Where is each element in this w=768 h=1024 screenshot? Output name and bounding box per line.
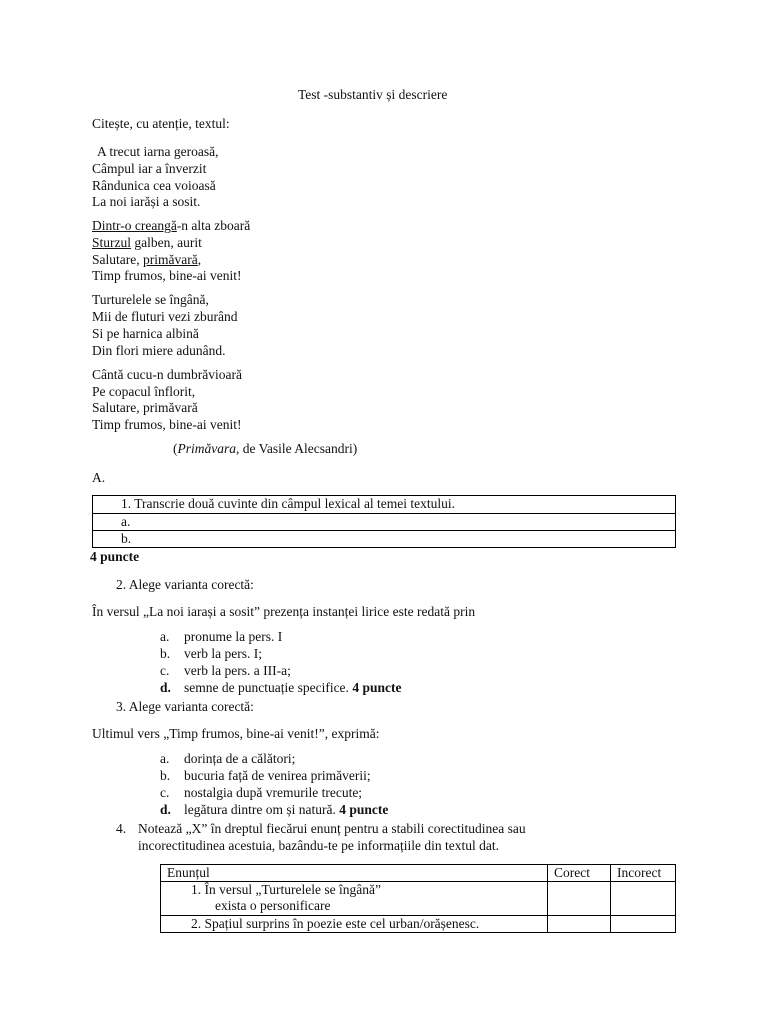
poem-line: Câmpul iar a înverzit <box>92 161 207 176</box>
section-label: A. <box>92 470 106 485</box>
option-letter: a. <box>160 751 170 766</box>
option[interactable] <box>160 750 295 767</box>
source-title: Primăvara <box>177 441 236 456</box>
question-2-heading: 2. Alege varianta corectă: <box>116 577 254 592</box>
answer-cell-b[interactable]: b. <box>93 531 676 548</box>
poem-line <box>92 217 250 234</box>
page-title: Test -substantiv și descriere <box>298 87 448 102</box>
option-text: verb la pers. I; <box>184 646 262 661</box>
statement-line: exista o personificare <box>215 898 331 913</box>
poem-line: Din flori miere adunând. <box>92 343 226 358</box>
option-letter: d. <box>160 802 171 817</box>
poem-line: Si pe harnica albină <box>92 326 199 341</box>
poem-text: -n alta zboară <box>176 218 251 233</box>
poem-line: Rândunica cea voioasă <box>92 178 216 193</box>
option-letter: b. <box>160 768 171 783</box>
statement-cell <box>161 882 548 916</box>
poem-line: Turturelele se îngână, <box>92 292 209 307</box>
poem-line: Timp frumos, bine-ai venit! <box>92 268 242 283</box>
question-4-line1: Notează „X” în dreptul fiecărui enunț pentru a stabili corectitudinea sau <box>138 821 526 836</box>
option[interactable] <box>160 645 262 662</box>
option-text: verb la pers. a III-a; <box>184 663 291 678</box>
option-text: nostalgia după vremurile trecute; <box>184 785 363 800</box>
poem-line <box>92 234 202 251</box>
question-2-prompt: În versul „La noi iarași a sosit” prezența instanței lirice este redată prin <box>92 604 476 619</box>
question-1-table <box>92 495 676 548</box>
option[interactable] <box>160 679 401 696</box>
option[interactable] <box>160 784 362 801</box>
correct-checkbox-cell[interactable] <box>548 916 611 933</box>
poem-line: Pe copacul înflorit, <box>92 384 196 399</box>
option[interactable] <box>160 767 371 784</box>
option-text: pronume la pers. I <box>184 629 283 644</box>
poem-line: A trecut iarna geroasă, <box>97 144 219 159</box>
option-text: legătura dintre om și natură. <box>184 802 340 817</box>
poem-line: Salutare, primăvară <box>92 400 198 415</box>
underlined-word: primăvară <box>142 252 198 267</box>
option-letter: c. <box>160 785 170 800</box>
poem-line <box>92 251 201 268</box>
poem-line: Cântă cucu-n dumbrăvioară <box>92 367 242 382</box>
question-1-points: 4 puncte <box>90 549 140 564</box>
header-incorrect: Incorect <box>611 865 676 882</box>
option[interactable] <box>160 801 388 818</box>
incorrect-checkbox-cell[interactable] <box>611 882 676 916</box>
question-2-points: 4 puncte <box>352 680 402 695</box>
poem-line: Mii de fluturi vezi zburând <box>92 309 238 324</box>
poem-text: Salutare, <box>92 252 143 267</box>
question-1-text: 1. Transcrie două cuvinte din câmpul lexical al temei textului. <box>93 496 676 514</box>
question-4-table <box>160 864 676 933</box>
poem-line: Timp frumos, bine-ai venit! <box>92 417 242 432</box>
correct-checkbox-cell[interactable] <box>548 882 611 916</box>
option-letter: b. <box>160 646 171 661</box>
reading-instruction: Citește, cu atenție, textul: <box>92 116 230 131</box>
question-3-heading: 3. Alege varianta corectă: <box>116 699 254 714</box>
source-author: , de Vasile Alecsandri) <box>236 441 358 456</box>
option-text: semne de punctuație specifice. <box>184 680 353 695</box>
question-3-points: 4 puncte <box>339 802 389 817</box>
statement-line: 1. În versul „Turturelele se îngână” <box>191 882 381 897</box>
option[interactable] <box>160 628 282 645</box>
option[interactable] <box>160 662 291 679</box>
header-correct: Corect <box>548 865 611 882</box>
option-text: dorința de a călători; <box>184 751 296 766</box>
option-letter: d. <box>160 680 171 695</box>
question-4-number: 4. <box>116 821 127 836</box>
poem-source <box>173 440 357 457</box>
poem-text: , <box>197 252 202 267</box>
option-text: bucuria față de venirea primăverii; <box>184 768 371 783</box>
source-paren: ( <box>173 441 178 456</box>
question-4-line2: incorectitudinea acestuia, bazându-te pe informațiile din textul dat. <box>138 838 499 853</box>
question-3-prompt: Ultimul vers „Timp frumos, bine-ai venit!”, exprimă: <box>92 726 380 741</box>
underlined-word: Sturzul <box>92 235 131 250</box>
option-letter: a. <box>160 629 170 644</box>
option-letter: c. <box>160 663 170 678</box>
answer-cell-a[interactable]: a. <box>93 514 676 531</box>
underlined-word: Dintr-o creangă <box>92 218 177 233</box>
incorrect-checkbox-cell[interactable] <box>611 916 676 933</box>
poem-line: La noi iarăși a sosit. <box>92 194 201 209</box>
statement-cell: 2. Spațiul surprins în poezie este cel urban/orășenesc. <box>161 916 548 933</box>
poem-text: galben, aurit <box>131 235 202 250</box>
header-statement: Enunțul <box>161 865 548 882</box>
